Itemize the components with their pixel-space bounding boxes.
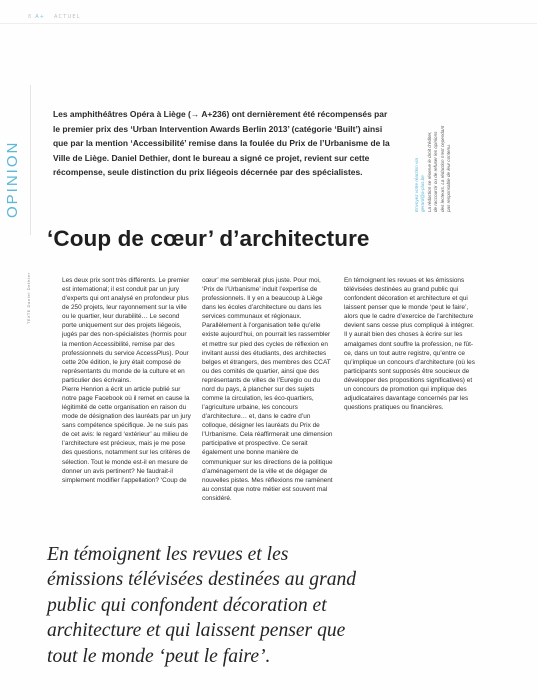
article-headline: ‘Coup de cœur’ d’architecture (47, 226, 370, 251)
reader-note-email-link[interactable]: gerard@a-plus.be (420, 175, 426, 212)
pull-quote (47, 542, 517, 669)
body-paragraph: Pierre Henrion a écrit un article publié sur notre page Facebook où il remet en cause la légitimité de cette organisation en raison du mode de désignation des lauréats par un jury sans compétence spécifique. Je ne suis pas de cet avis: le regard ‘extérieur’ au milieu de l’architecture est précieux, mais je me pose des questions, notamment sur les critères de sélection. Tout le monde est-il en mesure de donner un avis pertinent? Ne faudrait-il simplement modifier l’appellation? ‘Coup de (62, 385, 191, 484)
pull-quote-line: public qui confondent décoration et (47, 594, 327, 616)
reference-arrow-icon: → (190, 109, 200, 119)
intro-text-end: ) ont dernièrement été récompensés par le premier prix des ‘Urban Intervention Awards Berlin 2013’ (catégorie ‘Built’) ainsi que par la mention ‘Accessibilité’ remise dans la foulée du Prix de l’Urbanisme de la Ville de Liège. Daniel Dethier, dont le bureau a signé ce projet, revient sur cette récompense, seule distinction du prix liégeois décernée par des spécialistes. (53, 109, 390, 178)
running-header (28, 14, 81, 20)
reader-note-prompt-text: Envoyez votre réaction via (414, 158, 419, 212)
reader-note-line: des lecteurs. La rédaction n’est cependant (439, 125, 445, 212)
intro-text-start: Les amphithéâtres Opéra à Liège ( (53, 109, 191, 119)
section-label-text: OPINION (4, 140, 21, 218)
running-section: ACTUEL (54, 14, 81, 20)
reader-note-line: de raccourcir ou de refuser les opinions (433, 131, 439, 212)
section-divider (30, 85, 31, 235)
pull-quote-line: En témoignent les revues et les (47, 544, 289, 565)
reader-note-line: La rédaction se réserve le droit d’éditer, (426, 131, 432, 212)
brand-mark: A+ (35, 14, 46, 20)
body-paragraph: En témoignent les revues et les émissions télévisées destinées au grand public qui confondent décoration et architecture et qui laissent penser que le monde ‘peut le faire’, alors que le cadre d’exercice de l’architecture devient sans cesse plus compliqué à intégrer. Il y aurait bien des choses à écrire sur les amalgames dont souffre la profession, ne fût-ce, dans un tout autre registre, qu’entre ce qu’implique un concours d’architecture (où les participants sont supposés être soucieux de développer des propositions significatives) et un concours de promotion qui implique des adjudicataires davantage concernés par les questions pratiques ou financières. (344, 277, 475, 412)
reference-link[interactable]: A+236 (201, 109, 227, 119)
page-number: 8 (28, 14, 33, 20)
pull-quote-line: architecture et qui laissent penser que (47, 620, 346, 642)
reader-note (414, 118, 470, 212)
body-column-3 (344, 276, 478, 412)
pull-quote-line: émissions télévisées destinées au grand (47, 569, 357, 591)
body-column-1 (62, 276, 191, 485)
intro-paragraph (53, 107, 393, 180)
body-paragraph: Les deux prix sont très différents. Le premier est international; il est conduit par un jury d’experts qui ont analysé en profondeur plus de 250 projets, leur rayonnement sur la ville ou le quartier, leur durabilité… Le second porte uniquement sur des projets liégeois, jugés par des non-spécialistes (hormis pour la mention Accessibilité, remise par des professionnels du service AccessPlus). Pour cette 20e édition, le jury était composé de représentants du monde de la culture et en particulier des écrivains. (62, 277, 190, 384)
pull-quote-line: tout le monde ‘peut le faire’. (47, 645, 271, 667)
header-divider (0, 23, 537, 24)
reader-note-line: pas responsable de leur contenu. (446, 144, 452, 212)
body-column-2 (202, 276, 334, 503)
author-credit: TEXTE Daniel Dethier (26, 272, 31, 324)
body-paragraph: cœur’ me semblerait plus juste. Pour moi, ‘Prix de l’Urbanisme’ induit l’expertise de professionnels. Il y en a beaucoup à Liège dans les écoles d’architecture ou dans les services communaux et régionaux. Parallèlement à l’organisation telle qu’elle existe aujourd’hui, on pourrait les rassembler et mettre sur pied des cycles de réflexion en invitant aussi des étudiants, des architectes belges et étrangers, des membres des CCAT ou des comités de quartier, ainsi que des représentants de villes de l’Euregio ou du nord du pays, à plancher sur des sujets comme la circulation, les éco-quartiers, l’agriculture urbaine, les concours d’architecture… et, dans le cadre d’un colloque, désigner les lauréats du Prix de l’Urbanisme. Cela réaffirmerait une dimension participative et prospective. Ce serait également une bonne manière de communiquer sur les directions de la politique d’aménagement de la ville et de dégager de nouvelles pistes. Mes réflexions me ramènent au constat que notre métier est souvent mal considéré. (202, 277, 333, 502)
section-label (4, 140, 22, 218)
